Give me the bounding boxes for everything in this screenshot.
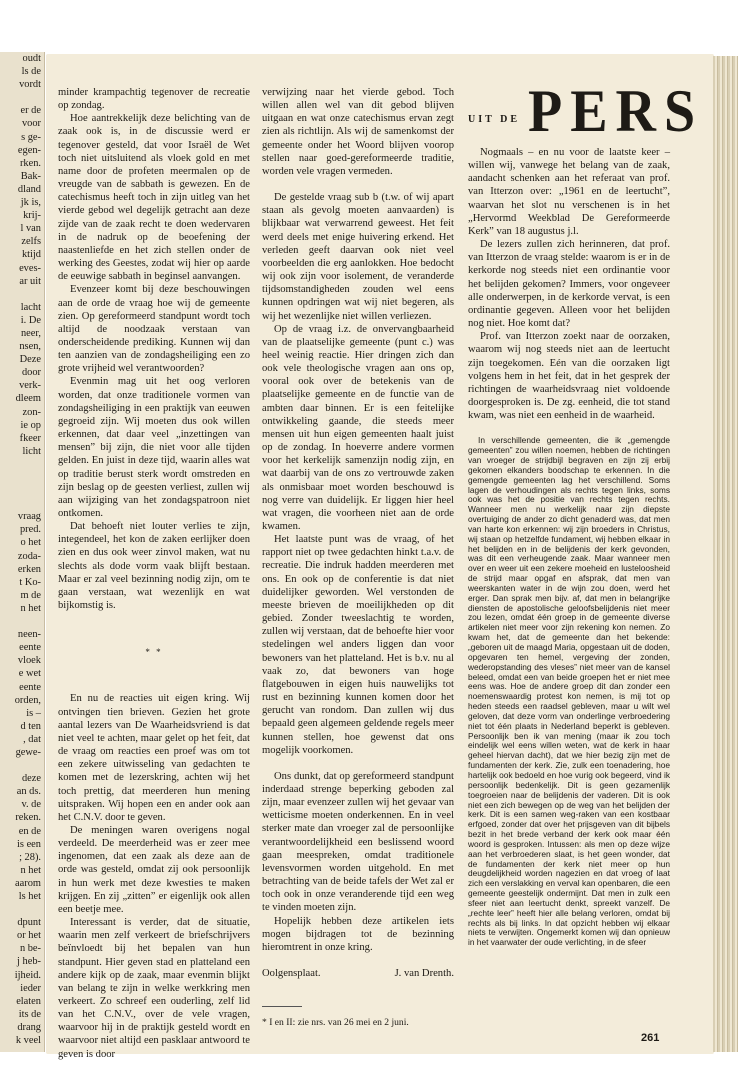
previous-page-fragment: elaten [16,995,41,1007]
previous-page-fragment: aarom [15,877,41,889]
previous-page-fragment: reken. [15,812,41,824]
previous-page-fragment: licht [22,445,41,457]
previous-page-fragment [0,288,44,301]
previous-page-fragment: verk- [19,380,41,392]
page-number: 261 [641,1032,660,1044]
previous-page-fragment: s ge- [21,131,41,143]
quoted-excerpt [468,436,670,948]
previous-page-fragment: vordt [19,79,41,91]
signoff-author: J. van Drenth. [394,968,454,979]
previous-page-fragment: eente [19,681,41,693]
previous-page-fragment [0,615,44,628]
previous-page-fragment: pred. [19,524,41,536]
previous-page-fragment: , dat [23,733,41,745]
previous-page-fragment: deze [21,773,41,785]
previous-page-fragment: t Ko- [19,576,41,588]
column-2 [262,86,454,1029]
paragraph: Hoe aantrekkelijk deze belichting van de zaak ook is, in de discussie werd er tegenover gesteld, dat voor Israël de Wet toch niet uitsluitend als vloek gold en met name door de profeten meermalen op de vreugde van de sabbath is gewezen. En de catechismus heeft toch in zijn uitleg van het vierde gebod wel degelijk getracht aan deze zijde van de zaak recht te doen wedervaren in de nadruk op de beoefening der naastenliefde en het zich stellen onder de werking des Geestes, zodat wij hier op aarde de eeuwige sabbath in beginsel aanvangen. [58,113,250,283]
previous-page-fragment: oudt [22,53,41,64]
previous-page-fragment [0,471,44,484]
previous-page-fragment: nsen, [19,341,41,353]
signoff-place: Oolgensplaat. [262,968,321,979]
previous-page-fragment [0,759,44,772]
previous-page-fragment: fkeer [19,432,41,444]
column-3 [468,146,670,948]
previous-page-fragment: n be- [19,943,41,955]
previous-page-fragment: neen- [17,629,41,641]
masthead-title: PERS [528,78,704,146]
previous-page-fragment: en de [18,825,41,837]
previous-page-fragment: egen- [17,144,41,156]
previous-page-fragment: dpunt [17,917,41,929]
previous-page-fragment: m de [20,589,41,601]
previous-page-fragment: gewe- [15,746,41,758]
previous-page-fragment: k veel [15,1035,41,1047]
paragraph: Evenmin mag uit het oog verloren worden, dat onze traditionele vormen van zondagsheiliging in een praktijk van eeuwen gegroeid zijn. Wij moeten dus ook willen erkennen, dat daar veel „inzettingen van mensen” bij zijn, die niet voor alle tijden gelden. En juist in deze tijd, waarin alles wat op traditie berust sterk wordt omstreden en zijn beslag op de geesten verliest, zullen wij aan wijziging van het zondagspatroon niet ontkomen. [58,376,250,519]
previous-page-fragment [0,484,44,497]
paragraph: Interessant is verder, dat de situatie, waarin men zelf verkeert de briefschrijvers beïnvloedt bij het bepalen van hun standpunt. Hier geven stad en platteland een andere kijk op de zaak, maar evenmin blijkt van belang te zijn in welke werkkring men verkeert. Zo schreef een ouderling, zelf lid van het C.N.V., over de vele vragen, waarvoor hij in de praktijk gesteld wordt en waarvoor niet altijd een pasklaar antwoord te geven is door [58,917,250,1060]
previous-page-fragment: eente [19,642,41,654]
previous-page-fragment: er de [20,105,41,117]
previous-page-fragment: drang [17,1021,41,1033]
previous-page-fragment: orden, [14,694,41,706]
quote-paragraph: In verschillende gemeenten, die ik „gemengde gemeenten” zou willen noemen, hebben de richtingen van vroeger de strijdbijl begraven en zijn zij erbij gekomen elkanders boodschap te erkennen. In die gemengde gemeenten lag het verschillend. Soms lagen de verhoudingen als rechts tegen links, soms ook was het de positie van rechts tegen rechts. Wanneer men nu werkelijk naar zijn diepste overtuiging de ander zo dicht genaderd was, dat men van harte kon erkennen: wij zijn broeders in Christus, wij staan op hetzelfde fundament, wij hebben elkaar in het belijden en in de belijdenis der kerk gevonden, was dit een verheugende zaak. Maar wanneer men over en weer uit een zekere moeheid en lusteloosheid de strijd maar opgaf en afsprak, dat men van weerskanten water in de wijn zou doen, werd het erger. Dan sprak men bijv. af, dat men in belangrijke diensten de apostolische geloofsbelijdenis niet meer zou lezen, omdat één groep in de gemeente diverse artikelen niet meer voor zijn rekening kon nemen. Zo kwam het, dat de gemeente dan het bekende: „geboren uit de maagd Maria, opgestaan uit de doden, opgevaren ten hemel, vergeving der zonden, wederopstanding des vleses” niet meer van de kansel beleed, omdat een van beide groepen het er niet mee eens was. Hoe de andere groep dit dan zonder een noemenswaardig protest kon nemen, is mij tot op heden steeds een raadsel gebleven, maar u wilt wel geloven, dat deze vorm van onderlinge verbroedering niet tot één plaats in Nederland beperkt is gebleven. Persoonlijk ben ik van mening (maar ik zou toch eindelijk wel eens willen weten, wat de kerk in haar geheel hiervan dacht), dat we hier bezig zijn met de fundamenten der kerk. Zie, zulk een toenadering, hoe hartelijk ook bedoeld en hoe vurig ook begeerd, vind ik persoonlijk bedenkelijk. Dit is geen gezamenlijk toegroeien naar de belijdenis der vaderen. Dit is ook niet een zich bewegen op de weg van het belijden der kerk. Dit is een samen weg-raken van een kostbaar erfgoed, zonder dat over het prijsgeven van dit bijbels bezit in het brede verband der kerk ook maar één woord is gesproken. Intussen: als men op deze wijze aan het verbroederen slaat, is het geen wonder, dat de fundamenten der kerk niet meer op hun deugdelijkheid worden nagezien en dat vroeg of laat zich een verslakking en verval kan openbaren, die een gemeente geestelijk ondermijnt. Dat men in zulk een sfeer niet aan leertucht denkt, spreekt vanzelf. De „rechte leer” heeft hier alle belang verloren, omdat bij rechts als bij links. In dat opzicht hebben wij elkaar niets te verwijten. Ongemerkt komen wij dan opnieuw in het vaarwater der oude verlichting, in de sfeer [468,435,670,948]
previous-page-fragment: vloek [17,655,41,667]
previous-page-fragment [0,903,44,916]
column-1 [58,86,250,1061]
previous-page-fragment: ieder [20,982,41,994]
previous-page-fragment [0,458,44,471]
paragraph: De meningen waren overigens nogal verdeeld. De meerderheid was er zeer mee ingenomen, dat een zaak als deze aan de orde was gesteld, omdat zij ook persoonlijk in hun werk met deze kwesties te maken krijgen. En zij „zitten” er eigenlijk ook allen een beetje mee. [58,824,250,915]
masthead-small: UIT DE [468,114,520,125]
previous-page-fragment: erken [17,563,41,575]
previous-page-fragment: Bak- [20,170,41,182]
previous-page-fragment: or het [17,930,41,942]
previous-page-fragment: i. De [20,314,41,326]
previous-page-fragment: Deze [19,354,41,366]
previous-page-fragment: ar uit [19,275,41,287]
previous-page-fragment: krij- [23,210,41,222]
paragraph: Prof. van Itterzon zoekt naar de oorzaken, waarom wij nog steeds niet aan de leertucht zijn toegekomen. Eén van die oorzaken ligt volgens hem in het feit, dat in het gesprek der richtingen de waarheidsvraag niet voldoende doorgesproken is. De zg. eenheid, die tot stand kwam, was niet een eenheid in de waarheid. [468,331,670,422]
previous-page-fragment: ktijd [21,249,41,261]
previous-page-fragment: its de [18,1008,41,1020]
paragraph: Op de vraag i.z. de onvervangbaarheid van de plaatselijke gemeente (punt c.) was heel weinig reactie. Hier dringen zich dan ook vele theologische vragen aan ons op, vooral ook over de betekenis van de plaatselijke gemeente en de functie van de ambten daar binnen. Er is een feitelijke ontwikkeling gaande, die steeds meer mensen uit hun eigen gemeenten haalt juist op de zondag. In hoeverre andere vormen voor het kerkelijk samenzijn nodig zijn, en wat daarbij van de ons zo vertrouwde zaken als onmisbaar moet worden beschouwd is nog verre van duidelijk. Er liggen hier heel wat vragen, die voorheen niet aan de orde kwamen. [262,323,454,532]
previous-page-fragment: n het [20,864,41,876]
previous-page-fragment [0,497,44,510]
section-separator: * * [145,647,163,658]
previous-page-fragment: dland [17,183,41,195]
paragraph: Nogmaals – en nu voor de laatste keer – willen wij, vanwege het belang van de zaak, aandacht schenken aan het referaat van prof. van Itterzon over: „1961 en de leertucht”, waarvan het slot nu verschenen is in het „Hervormd Weekblad De Gereformeerde Kerk” van 18 augustus j.l. [468,147,670,237]
previous-page-fragment: voor [21,118,41,130]
previous-page-fragment: o het [20,537,41,549]
previous-page-fragment: zoda- [17,550,41,562]
previous-page-fragment: is – [26,707,41,719]
previous-page-edge [0,52,45,1052]
previous-page-fragment: e wet [18,668,41,680]
signoff [262,967,454,980]
previous-page-fragment: v. de [21,799,41,811]
paragraph: De gestelde vraag sub b (t.w. of wij apart staan als gevolg moeten aanvaarden) is blijkbaar wat verwarrend geweest. Het feit werd deels met enige huivering erkend. Het verleden geeft daarvan ook niet veel voorbeelden die erg aanlokken. Hoe bedocht wij ook zijn voor isolement, de veranderde tijdsomstandigheden zouden wel eens kunnen opdringen wat wij niet begeren, als wij het wezenlijke niet willen verliezen. [262,192,454,322]
previous-page-fragment: zelfs [21,236,41,248]
previous-page-fragment: l van [20,223,41,235]
paragraph: verwijzing naar het vierde gebod. Toch willen allen wel van dit gebod blijven uitgaan en wat onze catechismus ervan zegt zien als richtlijn. Als wij de samenkomst der gemeente onder het Woord blijven voorop stellen naar goed-gereformeerde traditie, worden vele vragen vermeden. [262,87,454,177]
previous-page-fragment: ijheid. [14,969,41,981]
paragraph: Evenzeer komt bij deze beschouwingen aan de orde de vraag hoe wij de gemeente zien. Op gereformeerd standpunt wordt toch altijd de noodzaak verstaan van onderscheidende prediking. Kunnen wij dan ten aanzien van de zondagsheiliging een zo grote vrijheid wel verantwoorden? [58,284,250,375]
paragraph: Dat behoeft niet louter verlies te zijn, integendeel, het kon de zaken eerlijker doen zien en dus ook weer zinvol maken, wat nu slechts als dode vorm vaak blijft bestaan. Maar er zal veel bezinning nodig zijn, om te gaan verstaan, wat wezenlijk en wat bijkomstig is. [58,521,250,612]
page-stack-edge [713,56,738,1052]
previous-page-fragment: zon- [22,406,41,418]
previous-page-fragment: rken. [19,157,41,169]
paragraph: minder krampachtig tegenover de recreatie op zondag. [58,87,250,112]
previous-page-fragment: dleem [15,393,41,405]
paragraph: Ons dunkt, dat op gereformeerd standpunt inderdaad strenge beperking geboden zal zijn, maar evenzeer zullen wij het gevaar van wetticisme moeten onderkennen. En in veel sterker mate dan vroeger zal de persoonlijke verantwoordelijkheid een beslissend woord gaan meespreken, omdat traditionele levensvormen worden uitgehold. En met betrachting van de beide tafels der Wet zal er toch ook in onze veranderende tijd een weg te vinden moeten zijn. [262,770,454,914]
previous-page-fragment: ls het [18,891,41,902]
previous-page-fragment: n het [20,602,41,614]
previous-page-fragment: d ten [20,720,41,732]
paragraph: Hopelijk hebben deze artikelen iets mogen bijdragen tot de bezinning hieromtrent in onze kring. [262,915,454,953]
previous-page-fragment: door [21,367,41,379]
paragraph: Het laatste punt was de vraag, of het rapport niet op twee gedachten hinkt t.a.v. de recreatie. Die indruk hadden meerderen met ons. En ook op de conferentie is dat niet duidelijker geworden. Wel verstonden de meeste brieven de moeilijkheden op dit gebied. Zonder tweeslachtig te worden, zullen wij verstaan, dat de behoefte hier voor stedelingen wel anders liggen dan voor bewoners van het platteland. Het is b.v. nu al vaak zo, dat bewoners van hoge flatgebouwen in eigen huis nauwelijks tot rust en bezinning kunnen komen door het gerucht van rondom. Dan zullen wij dus bepaald geen algemeen geldende regels meer kunnen stellen, hoe gewenst dat ons mogelijk voorkomen. [262,534,454,756]
previous-page-fragment: is een [17,838,41,850]
previous-page-fragment: vraag [17,511,41,523]
previous-page-fragment: ls de [21,66,41,78]
previous-page-fragment: jk is, [20,197,41,209]
previous-page-fragment: j heb- [17,956,41,968]
section-masthead [468,78,704,146]
previous-page-fragment: ; 28). [19,851,41,863]
previous-page-fragment: ie op [20,419,41,431]
previous-page-fragment: lacht [20,301,41,313]
footnote: * I en II: zie nrs. van 26 mei en 2 juni. [262,1017,409,1029]
previous-page-fragment: an ds. [16,786,41,798]
previous-page-fragment: eves- [19,262,41,274]
footnote-rule [262,1006,302,1007]
paragraph: En nu de reacties uit eigen kring. Wij ontvingen tien brieven. Gezien het grote aantal lezers van De Waarheidsvriend is dat niet veel te achten, maar gelet op het feit, dat de vraag om reacties een proef was om tot een zekere uitwisseling van gedachten te komen met de lezerskring, achten wij het toch prettig, dat meerderen hun mening uitspraken. Wij hopen een en ander ook aan het C.N.V. door te geven. [58,693,250,823]
previous-page-fragment: neer, [20,327,41,339]
paragraph: De lezers zullen zich herinneren, dat prof. van Itterzon de vraag stelde: waarom is er in de kerkorde nog steeds niet een ordinantie voor het belijden gekomen? Immers, voor ongeveer alle onderwerpen, in de kerkorde vervat, is een ordinantie gegeven. Alleen voor het belijden nog niet. Hoe komt dat? [468,239,670,330]
previous-page-fragment [0,91,44,104]
